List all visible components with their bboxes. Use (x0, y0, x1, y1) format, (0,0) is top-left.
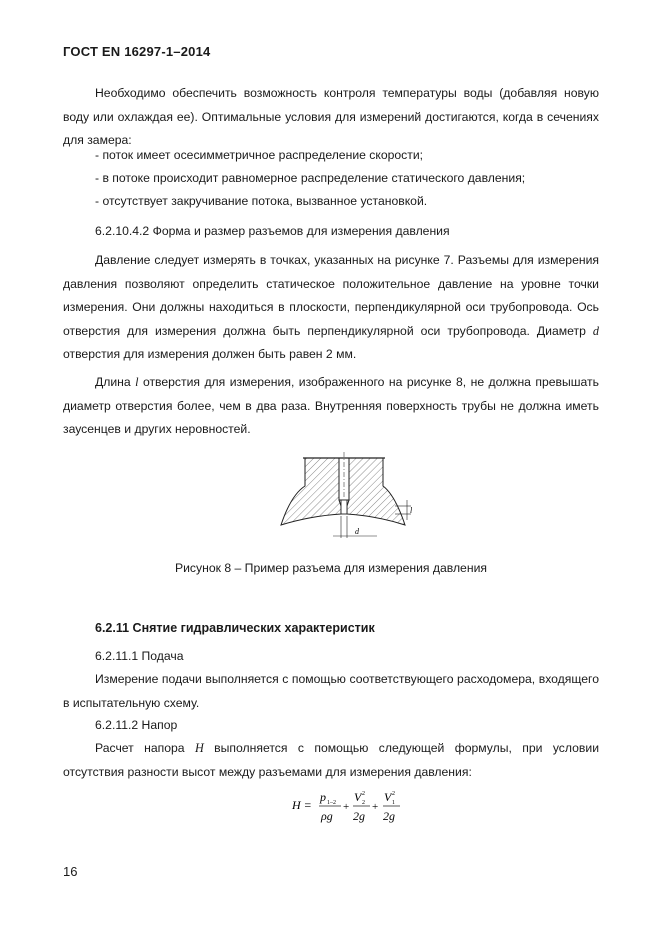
term1-denominator: ρg (321, 809, 333, 823)
body-right (347, 458, 405, 525)
variable-d: d (592, 323, 599, 338)
term1-numerator: p (320, 790, 326, 804)
term3-sub: 1 (392, 800, 395, 806)
paragraph-hole-length (63, 371, 599, 442)
text: Расчет напора (95, 741, 195, 755)
term2-sup: 2 (362, 791, 365, 797)
page-number: 16 (63, 864, 78, 879)
text: отверстия для измерения должен быть равен 2 мм. (63, 347, 357, 361)
list-item: - в потоке происходит равномерное распределение статического давления; (95, 171, 526, 185)
paragraph-pressure-points (63, 249, 599, 367)
text: Давление следует измерять в точках, указанных на рисунке 7. Разъемы для измерения давления позволяют определить статическое положительное давление на уровне точки измерения. Они должны находиться в плоскости, перпендикулярной оси трубопровода. Ось отверстия для измерения должна быть перпендикулярной оси трубопровода. Диаметр (63, 253, 599, 338)
head-formula (290, 786, 410, 828)
paragraph-head (63, 737, 599, 784)
plus-sign: + (372, 801, 379, 813)
variable-H: H (194, 741, 204, 755)
text: выполняется с помощью следующей формулы, при условии отсутствия разности высот между разъемами для измерения давления: (63, 741, 600, 779)
term3-numerator: V (384, 790, 392, 804)
term1-numerator-sub: 1–2 (327, 800, 336, 806)
term2-numerator: V (354, 790, 362, 804)
list-item: - поток имеет осесимметричное распределение скорости; (95, 148, 424, 162)
figure-caption: Рисунок 8 – Пример разъема для измерения давления (175, 561, 487, 575)
plus-sign: + (343, 801, 350, 813)
label-d: d (355, 527, 359, 536)
formula-lhs: H = (292, 798, 312, 812)
term3-denominator: 2g (383, 809, 395, 823)
variable-l: l (135, 375, 139, 389)
label-l: l (410, 506, 413, 515)
term3-sup: 2 (392, 791, 395, 797)
tap-bore (341, 500, 347, 514)
intro-paragraph: Необходимо обеспечить возможность контроля температуры воды (добавляя новую воду или охлаждая ее). Оптимальные условия для измерений достигаются, когда в сечениях для замера: (63, 86, 599, 147)
paragraph-flow: Измерение подачи выполняется с помощью соответствующего расходомера, входящего в испытательную схему. (63, 672, 599, 710)
text: отверстия для измерения, изображенного на рисунке 8, не должна превышать диаметр отверстия более, чем в два раза. Внутренняя поверхность трубы не должна иметь заусенцев и других неровностей. (63, 375, 599, 436)
term2-denominator: 2g (353, 809, 365, 823)
list-item: - отсутствует закручивание потока, вызванное установкой. (95, 194, 428, 208)
document-header: ГОСТ EN 16297-1–2014 (63, 44, 211, 59)
subsection-heading-6-2-11-1: 6.2.11.1 Подача (95, 649, 184, 663)
body-left (281, 458, 341, 525)
section-heading-6-2-10-4-2: 6.2.10.4.2 Форма и размер разъемов для измерения давления (95, 224, 450, 238)
pressure-tap-drawing (265, 450, 425, 545)
term2-sub: 2 (362, 800, 365, 806)
text: Длина (95, 375, 136, 389)
subsection-heading-6-2-11-2: 6.2.11.2 Напор (95, 718, 178, 732)
section-heading-6-2-11: 6.2.11 Снятие гидравлических характеристик (95, 621, 375, 635)
